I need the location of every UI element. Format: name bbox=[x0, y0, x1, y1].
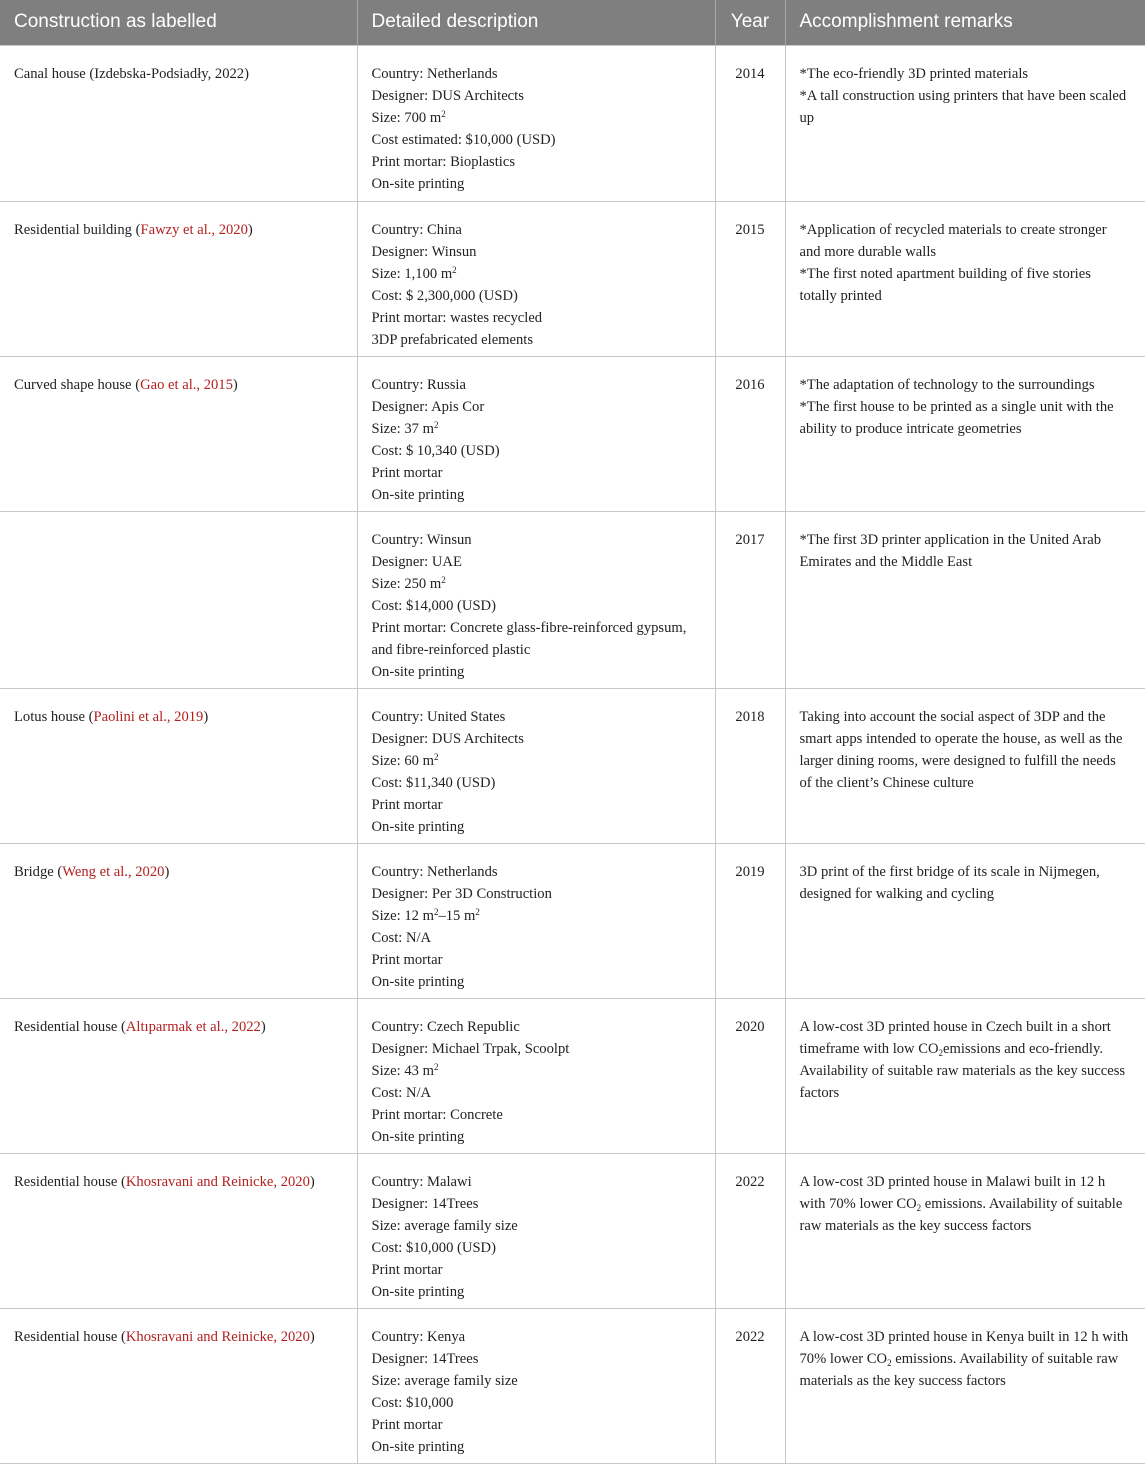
remarks-cell: A low-cost 3D printed house in Malawi built in 12 h with 70% lower $CO_2$ emissions. Availability of suitable raw materials as the key success factors bbox=[785, 1153, 1145, 1308]
desc-line: Designer: 14Trees bbox=[371, 1350, 479, 1367]
construction-label: Canal house bbox=[14, 65, 86, 82]
reference-link[interactable]: Altıparmak et al., 2022 bbox=[125, 1018, 261, 1035]
construction-label: Residential building bbox=[14, 221, 132, 238]
table-header-row bbox=[0, 0, 1145, 45]
desc-line: Country: Russia bbox=[371, 376, 466, 393]
year-cell: 2015 bbox=[715, 201, 785, 356]
reference-link[interactable]: Fawzy et al., 2020 bbox=[140, 221, 248, 238]
year-cell: 2014 bbox=[715, 45, 785, 201]
desc-line: Designer: Michael Trpak, Scoolpt bbox=[371, 1040, 570, 1057]
construction-cell: Residential building (Fawzy et al., 2020) bbox=[0, 201, 357, 356]
desc-line: Country: Malawi bbox=[371, 1173, 472, 1190]
year-cell: 2022 bbox=[715, 1153, 785, 1308]
year-cell: 2018 bbox=[715, 688, 785, 843]
description-cell bbox=[357, 356, 715, 511]
description-cell bbox=[357, 998, 715, 1153]
desc-line: Size: 12 $m^2-15$ $m^2$ bbox=[371, 906, 480, 924]
desc-line: Cost: N/A bbox=[371, 929, 432, 946]
desc-line: Designer: Per 3D Construction bbox=[371, 885, 552, 902]
desc-line: On-site printing bbox=[371, 1128, 465, 1145]
desc-line: Size: 37 $m^2$ bbox=[371, 419, 439, 437]
desc-line: On-site printing bbox=[371, 818, 465, 835]
description-cell bbox=[357, 1308, 715, 1463]
desc-line: On-site printing bbox=[371, 1283, 465, 1300]
remark-line: A low-cost 3D printed house in Kenya built in 12 h with 70% lower CO bbox=[799, 1328, 1129, 1367]
remark-line: Taking into account the social aspect of 3DP and the smart apps intended to operate the house, as well as the larger dining rooms, were designed to fulfill the needs of the client’s Chinese culture bbox=[799, 708, 1123, 791]
desc-line: Cost: $ 10,340 (USD) bbox=[371, 442, 500, 459]
remark-line: *The first noted apartment building of five stories totally printed bbox=[799, 265, 1091, 304]
desc-line: Country: Czech Republic bbox=[371, 1018, 520, 1035]
construction-label: Residential house bbox=[14, 1328, 118, 1345]
remark-line: emissions. Availability of suitable raw materials as the key success factors bbox=[799, 1350, 1119, 1389]
remark-line: *The first house to be printed as a single unit with the ability to produce intricate geometries bbox=[799, 398, 1114, 437]
construction-cell: Lotus house (Paolini et al., 2019) bbox=[0, 688, 357, 843]
remarks-cell: A low-cost 3D printed house in Kenya built in 12 h with 70% lower $CO_2$ emissions. Availability of suitable raw materials as the key success factors bbox=[785, 1308, 1145, 1463]
table-row bbox=[0, 201, 1145, 356]
description-cell bbox=[357, 688, 715, 843]
header-year: Year bbox=[715, 0, 785, 45]
description-cell bbox=[357, 1153, 715, 1308]
reference-link[interactable]: Khosravani and Reinicke, 2020 bbox=[125, 1173, 310, 1190]
desc-line: Print mortar bbox=[371, 1416, 443, 1433]
desc-line: Size: 43 $m^2$ bbox=[371, 1061, 439, 1079]
desc-line: Print mortar: Concrete bbox=[371, 1106, 503, 1123]
desc-line: Size: 250 $m^2$ bbox=[371, 574, 446, 592]
remarks-cell bbox=[785, 511, 1145, 688]
desc-line: On-site printing bbox=[371, 486, 465, 503]
desc-line: Print mortar bbox=[371, 464, 443, 481]
description-cell bbox=[357, 201, 715, 356]
reference-link[interactable]: Gao et al., 2015 bbox=[140, 376, 233, 393]
header-description: Detailed description bbox=[357, 0, 715, 45]
description-cell bbox=[357, 511, 715, 688]
desc-line: Print mortar: wastes recycled bbox=[371, 309, 543, 326]
remark-line: 3D print of the first bridge of its scale in Nijmegen, designed for walking and cycling bbox=[799, 863, 1100, 902]
remark-line: *The eco-friendly 3D printed materials bbox=[799, 65, 1029, 82]
table-row bbox=[0, 511, 1145, 688]
desc-line: Print mortar bbox=[371, 1261, 443, 1278]
desc-line: On-site printing bbox=[371, 175, 465, 192]
table-row bbox=[0, 688, 1145, 843]
description-cell bbox=[357, 843, 715, 998]
desc-line: 3DP prefabricated elements bbox=[371, 331, 534, 348]
desc-line: Country: China bbox=[371, 221, 462, 238]
desc-line: Print mortar: Concrete glass-fibre-reinforced gypsum, and fibre-reinforced plastic bbox=[371, 619, 687, 658]
desc-line: Designer: UAE bbox=[371, 553, 462, 570]
construction-cell: Residential house (Khosravani and Reinicke, 2020) bbox=[0, 1308, 357, 1463]
remark-line: *The first 3D printer application in the United Arab Emirates and the Middle East bbox=[799, 531, 1102, 570]
year-cell: 2019 bbox=[715, 843, 785, 998]
desc-line: Designer: Apis Cor bbox=[371, 398, 485, 415]
description-cell bbox=[357, 45, 715, 201]
construction-cell: Residential house (Altıparmak et al., 2022) bbox=[0, 998, 357, 1153]
construction-label: Residential house bbox=[14, 1173, 118, 1190]
remark-line: emissions. Availability of suitable raw materials as the key success factors bbox=[799, 1195, 1123, 1234]
remark-line: *The adaptation of technology to the surroundings bbox=[799, 376, 1095, 393]
desc-line: Designer: Winsun bbox=[371, 243, 477, 260]
reference-link[interactable]: Weng et al., 2020 bbox=[62, 863, 165, 880]
desc-line: Country: Netherlands bbox=[371, 863, 498, 880]
remarks-cell bbox=[785, 201, 1145, 356]
desc-line: Designer: DUS Architects bbox=[371, 87, 524, 104]
desc-line: On-site printing bbox=[371, 1438, 465, 1455]
desc-line: Designer: DUS Architects bbox=[371, 730, 524, 747]
remark-line: *Application of recycled materials to create stronger and more durable walls bbox=[799, 221, 1107, 260]
desc-line: Size: 60 $m^2$ bbox=[371, 751, 439, 769]
remark-line: *A tall construction using printers that have been scaled up bbox=[799, 87, 1127, 126]
desc-line: Cost: $11,340 (USD) bbox=[371, 774, 496, 791]
reference-plain: (Izdebska-Podsiadły, 2022) bbox=[89, 65, 249, 82]
header-construction: Construction as labelled bbox=[0, 0, 357, 45]
desc-line: Cost estimated: $10,000 (USD) bbox=[371, 131, 556, 148]
remarks-cell bbox=[785, 45, 1145, 201]
remark-line: A low-cost 3D printed house in Czech built in a short timeframe with low CO bbox=[799, 1018, 1111, 1057]
desc-line: Cost: N/A bbox=[371, 1084, 432, 1101]
remark-line: emissions and eco-friendly. Availability of suitable raw materials as the key success factors bbox=[799, 1040, 1126, 1101]
desc-line: Cost: $ 2,300,000 (USD) bbox=[371, 287, 518, 304]
desc-line: Country: Netherlands bbox=[371, 65, 498, 82]
desc-line: Print mortar bbox=[371, 951, 443, 968]
desc-line: Size: average family size bbox=[371, 1217, 518, 1234]
desc-line: Cost: $14,000 (USD) bbox=[371, 597, 496, 614]
construction-cell bbox=[0, 511, 357, 688]
desc-line: Size: 700 $m^2$ bbox=[371, 108, 446, 126]
table-row bbox=[0, 843, 1145, 998]
construction-cell bbox=[0, 45, 357, 201]
construction-cell: Bridge (Weng et al., 2020) bbox=[0, 843, 357, 998]
desc-line: Cost: $10,000 bbox=[371, 1394, 454, 1411]
table-row bbox=[0, 45, 1145, 201]
desc-line: Country: United States bbox=[371, 708, 506, 725]
remarks-cell bbox=[785, 843, 1145, 998]
desc-line: Country: Winsun bbox=[371, 531, 472, 548]
remarks-cell bbox=[785, 356, 1145, 511]
desc-line: Size: average family size bbox=[371, 1372, 518, 1389]
reference-link[interactable]: Khosravani and Reinicke, 2020 bbox=[125, 1328, 310, 1345]
year-cell: 2016 bbox=[715, 356, 785, 511]
desc-line: Print mortar bbox=[371, 796, 443, 813]
remarks-cell bbox=[785, 688, 1145, 843]
reference-link[interactable]: Paolini et al., 2019 bbox=[93, 708, 204, 725]
remarks-cell: A low-cost 3D printed house in Czech built in a short timeframe with low $CO_2emissions$ and eco-friendly. Availability of suitable raw materials as the key success factors bbox=[785, 998, 1145, 1153]
year-cell: 2022 bbox=[715, 1308, 785, 1463]
remark-line: A low-cost 3D printed house in Malawi built in 12 h with 70% lower CO bbox=[799, 1173, 1106, 1212]
construction-label: Bridge bbox=[14, 863, 54, 880]
desc-line: Country: Kenya bbox=[371, 1328, 466, 1345]
construction-label: Residential house bbox=[14, 1018, 118, 1035]
year-cell: 2017 bbox=[715, 511, 785, 688]
construction-label: Lotus house bbox=[14, 708, 85, 725]
desc-line: Print mortar: Bioplastics bbox=[371, 153, 515, 170]
table-row bbox=[0, 998, 1145, 1153]
construction-cell: Curved shape house (Gao et al., 2015) bbox=[0, 356, 357, 511]
desc-line: On-site printing bbox=[371, 973, 465, 990]
desc-line: Size: 1,100 $m^2$ bbox=[371, 264, 457, 282]
year-cell: 2020 bbox=[715, 998, 785, 1153]
table-row bbox=[0, 1153, 1145, 1308]
desc-line: Cost: $10,000 (USD) bbox=[371, 1239, 496, 1256]
desc-line: On-site printing bbox=[371, 663, 465, 680]
construction-label: Curved shape house bbox=[14, 376, 132, 393]
table-row bbox=[0, 356, 1145, 511]
header-remarks: Accomplishment remarks bbox=[785, 0, 1145, 45]
table-row bbox=[0, 1308, 1145, 1463]
construction-cell: Residential house (Khosravani and Reinicke, 2020) bbox=[0, 1153, 357, 1308]
desc-line: Designer: 14Trees bbox=[371, 1195, 479, 1212]
